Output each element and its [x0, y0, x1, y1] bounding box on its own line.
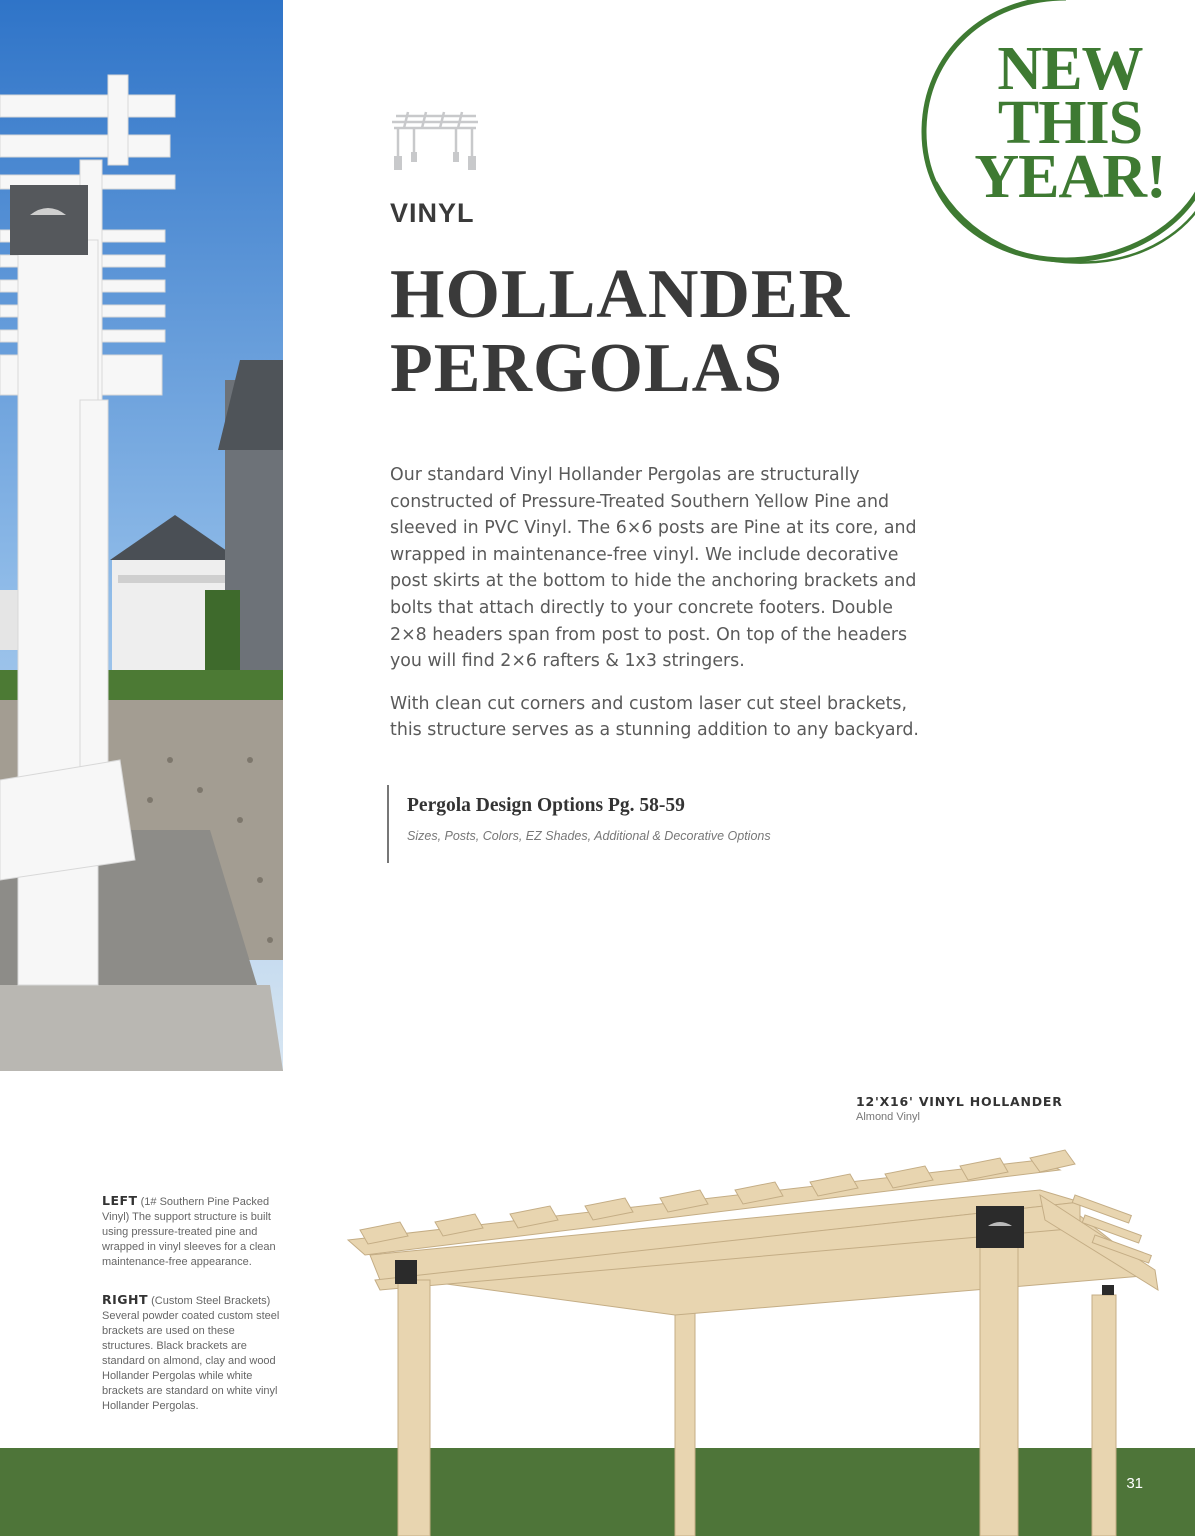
category-kicker: VINYL — [390, 198, 475, 228]
badge-line-1: NEW — [997, 35, 1143, 103]
title-line-2: PERGOLAS — [390, 330, 784, 407]
page-title — [390, 258, 850, 406]
product-pergola-image — [340, 1140, 1170, 1536]
caption-left — [102, 1193, 287, 1270]
page-number: 31 — [1126, 1475, 1143, 1492]
new-this-year-badge — [960, 35, 1180, 211]
description-paragraph-2: With clean cut corners and custom laser cut steel brackets, this structure serves as a stunning addition to any backyard. — [390, 693, 919, 741]
title-line-1: HOLLANDER — [390, 256, 851, 333]
product-label — [856, 1094, 1063, 1123]
caption-left-label: LEFT — [102, 1193, 138, 1208]
description-paragraph-1: Our standard Vinyl Hollander Pergolas are structurally constructed of Pressure-Treated Southern Yellow Pine and sleeved in PVC Vinyl. The 6×6 posts are Pine at its core, and wrapped in maintenance-free vinyl. We include decorative post skirts at the bottom to hide the anchoring brackets and bolts that attach directly to your concrete footers. Double 2×8 headers span from post to post. On top of the headers you will find 2×6 rafters & 1x3 stringers. — [390, 465, 917, 672]
caption-right — [102, 1292, 287, 1414]
pergola-icon — [390, 108, 480, 172]
design-options-callout — [387, 785, 771, 863]
design-options-subtitle: Sizes, Posts, Colors, EZ Shades, Additional & Decorative Options — [407, 829, 771, 843]
badge-line-3: YEAR! — [974, 143, 1166, 211]
product-name: 12'X16' VINYL HOLLANDER — [856, 1094, 1063, 1109]
design-options-title: Pergola Design Options Pg. 58-59 — [407, 795, 685, 816]
product-color: Almond Vinyl — [856, 1111, 920, 1123]
pergola-photo — [0, 0, 283, 1071]
caption-right-text: (Custom Steel Brackets) Several powder coated custom steel brackets are used on these structures. Black brackets are standard on almond, clay and wood Hollander Pergolas while white brackets are standard on white vinyl Hollander Pergolas. — [102, 1295, 280, 1412]
caption-right-label: RIGHT — [102, 1292, 149, 1307]
badge-line-2: THIS — [997, 89, 1143, 157]
caption-left-text: (1# Southern Pine Packed Vinyl) The support structure is built using pressure-treated pine and wrapped in vinyl sleeves for a clean maintenance-free appearance. — [102, 1196, 276, 1268]
description — [390, 462, 935, 760]
